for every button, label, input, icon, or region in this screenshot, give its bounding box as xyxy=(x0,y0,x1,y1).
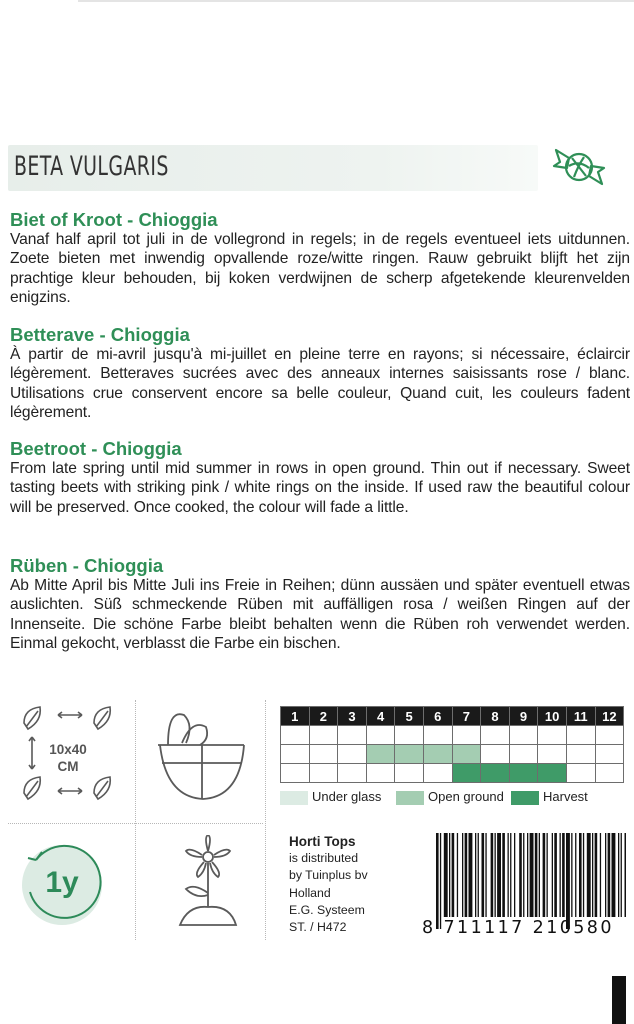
section-dutch xyxy=(10,209,630,307)
barcode-bar xyxy=(600,833,601,917)
barcode-bar xyxy=(562,833,565,917)
distributor-line: by Tuinplus bv xyxy=(289,868,368,883)
month-cell: 3 xyxy=(338,707,367,726)
species-title: BETA VULGARIS xyxy=(14,151,169,182)
legend-open-ground xyxy=(396,789,504,805)
barcode-bar xyxy=(462,833,463,917)
top-rule xyxy=(78,0,634,2)
barcode-bar xyxy=(465,833,468,917)
barcode-bar xyxy=(502,833,505,917)
section-body: Vanaf half april tot juli in de vollegrond in regels; in de regels eventueel iets uitdunnen. Zoete bieten met inwendig opvallende roze/witte ringen. Rauw gebruikt blijft het zijn prachtige kleur behouden, bij koken verdwijnen de scherp afgetekende kleurenvelden enigzins. xyxy=(10,231,630,306)
barcode-bar xyxy=(583,833,584,917)
print-mark xyxy=(612,976,626,1024)
barcode-bar xyxy=(547,833,548,917)
calendar-cell xyxy=(481,745,510,764)
barcode-bar xyxy=(587,833,591,917)
calendar-cell xyxy=(281,764,310,783)
calendar-cell xyxy=(509,745,538,764)
harvest-bowl-icon xyxy=(148,705,258,810)
barcode-bar xyxy=(444,833,448,917)
legend-swatch xyxy=(511,791,539,805)
barcode-bar xyxy=(571,833,572,917)
barcode xyxy=(436,833,626,929)
barcode-bar xyxy=(552,833,553,917)
calendar-cell xyxy=(595,726,624,745)
legend-swatch xyxy=(280,791,308,805)
section-body: From late spring until mid summer in rows in open ground. Thin out if necessary. Sweet tasting beets with striking pink / white rings on the inside. If used raw the beautiful colour will be preserved. Once cooked, the colour will fade a little. xyxy=(10,460,630,516)
barcode-bar xyxy=(579,833,582,917)
calendar-cell-open-ground xyxy=(366,745,395,764)
barcode-bar xyxy=(469,833,473,917)
calendar-cell xyxy=(481,726,510,745)
calendar-cell xyxy=(309,745,338,764)
barcode-number: 8 711117 210580 xyxy=(422,918,614,938)
barcode-bar xyxy=(595,833,598,917)
barcode-bar xyxy=(612,833,616,917)
lifecycle-label: 1y xyxy=(45,866,79,899)
legend-label: Open ground xyxy=(428,789,504,804)
legend-label: Harvest xyxy=(543,789,588,804)
distributor-line: E.G. Systeem xyxy=(289,902,365,917)
barcode-bar xyxy=(497,833,501,917)
sprout-icon xyxy=(168,835,248,930)
barcode-bar xyxy=(440,833,441,929)
legend-harvest xyxy=(511,789,588,805)
barcode-bar xyxy=(491,833,494,917)
barcode-bar xyxy=(495,833,496,917)
calendar-cell xyxy=(309,726,338,745)
distributor-line: is distributed xyxy=(289,851,359,866)
month-cell: 8 xyxy=(481,707,510,726)
calendar-cell xyxy=(538,726,567,745)
spacing-unit: CM xyxy=(57,759,79,774)
barcode-bar xyxy=(475,833,476,917)
calendar-month-row xyxy=(281,707,624,726)
barcode-bar xyxy=(592,833,593,917)
month-cell: 10 xyxy=(538,707,567,726)
month-cell: 4 xyxy=(366,707,395,726)
calendar-row-under-glass xyxy=(281,726,624,745)
calendar-cell xyxy=(338,745,367,764)
section-body: Ab Mitte April bis Mitte Juli ins Freie in Reihen; dünn aussäen und später eventuell etwas auslichten. Süß schmeckende Rüben mit auffälligen rosa / weißen Ringen auf der Innenseite. Die schöne Farbe bleibt behalten wenn die Rüben roh verwendet werden. Einmal gekocht, verblasst die Farbe ein bischen. xyxy=(10,577,630,652)
legend-under-glass xyxy=(280,789,381,805)
section-title: Betterave - Chioggia xyxy=(10,324,190,345)
calendar-cell-harvest xyxy=(509,764,538,783)
barcode-bar xyxy=(560,833,561,917)
divider xyxy=(265,700,266,940)
calendar-cell xyxy=(423,764,452,783)
calendar-cell xyxy=(566,745,595,764)
barcode-bar xyxy=(543,833,546,917)
section-french xyxy=(10,324,630,422)
barcode-bar xyxy=(457,833,458,917)
barcode-bar xyxy=(449,833,450,917)
section-german xyxy=(10,555,630,653)
calendar-cell-harvest xyxy=(452,764,481,783)
calendar-cell xyxy=(566,764,595,783)
calendar-cell xyxy=(595,745,624,764)
calendar-cell xyxy=(395,764,424,783)
barcode-bar xyxy=(566,833,570,929)
month-cell: 5 xyxy=(395,707,424,726)
calendar-cell xyxy=(338,726,367,745)
month-cell: 7 xyxy=(452,707,481,726)
barcode-bar xyxy=(519,833,522,917)
barcode-bar xyxy=(539,833,540,917)
month-cell: 11 xyxy=(566,707,595,726)
barcode-bar xyxy=(485,833,486,917)
barcode-bar xyxy=(605,833,606,917)
candy-icon xyxy=(548,136,610,198)
barcode-bar xyxy=(452,833,455,917)
barcode-bar xyxy=(510,833,511,917)
barcode-bar xyxy=(514,833,515,917)
barcode-bar xyxy=(523,833,524,917)
calendar-cell xyxy=(281,726,310,745)
barcode-bar xyxy=(535,833,538,917)
calendar-cell-harvest xyxy=(538,764,567,783)
calendar-row-harvest xyxy=(281,764,624,783)
divider xyxy=(135,700,136,940)
barcode-bar xyxy=(618,833,619,917)
month-cell: 6 xyxy=(423,707,452,726)
barcode-bar xyxy=(436,833,439,929)
spacing-label xyxy=(40,741,96,775)
barcode-bar xyxy=(478,833,479,917)
calendar-cell-open-ground xyxy=(423,745,452,764)
calendar-cell xyxy=(366,764,395,783)
calendar-cell-harvest xyxy=(481,764,510,783)
calendar-cell xyxy=(309,764,338,783)
barcode-bar xyxy=(575,833,576,917)
barcode-bar xyxy=(530,833,534,917)
spacing-value: 10x40 xyxy=(49,742,87,757)
barcode-bar xyxy=(608,833,611,917)
legend-label: Under glass xyxy=(312,789,382,804)
barcode-bar xyxy=(482,833,485,917)
section-english xyxy=(10,438,630,517)
barcode-bar xyxy=(554,833,557,917)
calendar-cell xyxy=(595,764,624,783)
barcode-bar xyxy=(508,833,509,917)
calendar-cell xyxy=(281,745,310,764)
calendar-cell xyxy=(423,726,452,745)
barcode-bar xyxy=(625,833,627,917)
month-cell: 2 xyxy=(309,707,338,726)
section-title: Biet of Kroot - Chioggia xyxy=(10,209,218,230)
section-body: À partir de mi-avril jusqu'à mi-juillet en pleine terre en rayons; si nécessaire, éclaircir légèrement. Betteraves sucrées avec des anneaux internes saisissants rose / blanc. Utilisations crue conservent encore sa belle couleur, Quand cuit, les couleurs fadent légèrement. xyxy=(10,346,630,421)
section-title: Rüben - Chioggia xyxy=(10,555,164,576)
barcode-bar xyxy=(527,833,528,917)
calendar-cell xyxy=(509,726,538,745)
calendar-cell xyxy=(338,764,367,783)
calendar-cell xyxy=(538,745,567,764)
calendar-cell xyxy=(395,726,424,745)
calendar-row-open-ground xyxy=(281,745,624,764)
month-cell: 9 xyxy=(509,707,538,726)
section-title: Beetroot - Chioggia xyxy=(10,438,182,459)
calendar-cell-open-ground xyxy=(395,745,424,764)
distributor-line: ST. / H472 xyxy=(289,920,347,935)
calendar-cell xyxy=(366,726,395,745)
divider xyxy=(8,823,263,824)
distributor-info xyxy=(289,833,368,936)
distributor-line: Holland xyxy=(289,885,331,900)
month-cell: 12 xyxy=(595,707,624,726)
calendar-cell-open-ground xyxy=(452,745,481,764)
calendar-cell xyxy=(566,726,595,745)
barcode-bar xyxy=(621,833,622,917)
legend-swatch xyxy=(396,791,424,805)
month-cell: 1 xyxy=(281,707,310,726)
calendar-cell xyxy=(452,726,481,745)
brand-name: Horti Tops xyxy=(289,834,356,849)
sowing-calendar xyxy=(280,706,624,783)
